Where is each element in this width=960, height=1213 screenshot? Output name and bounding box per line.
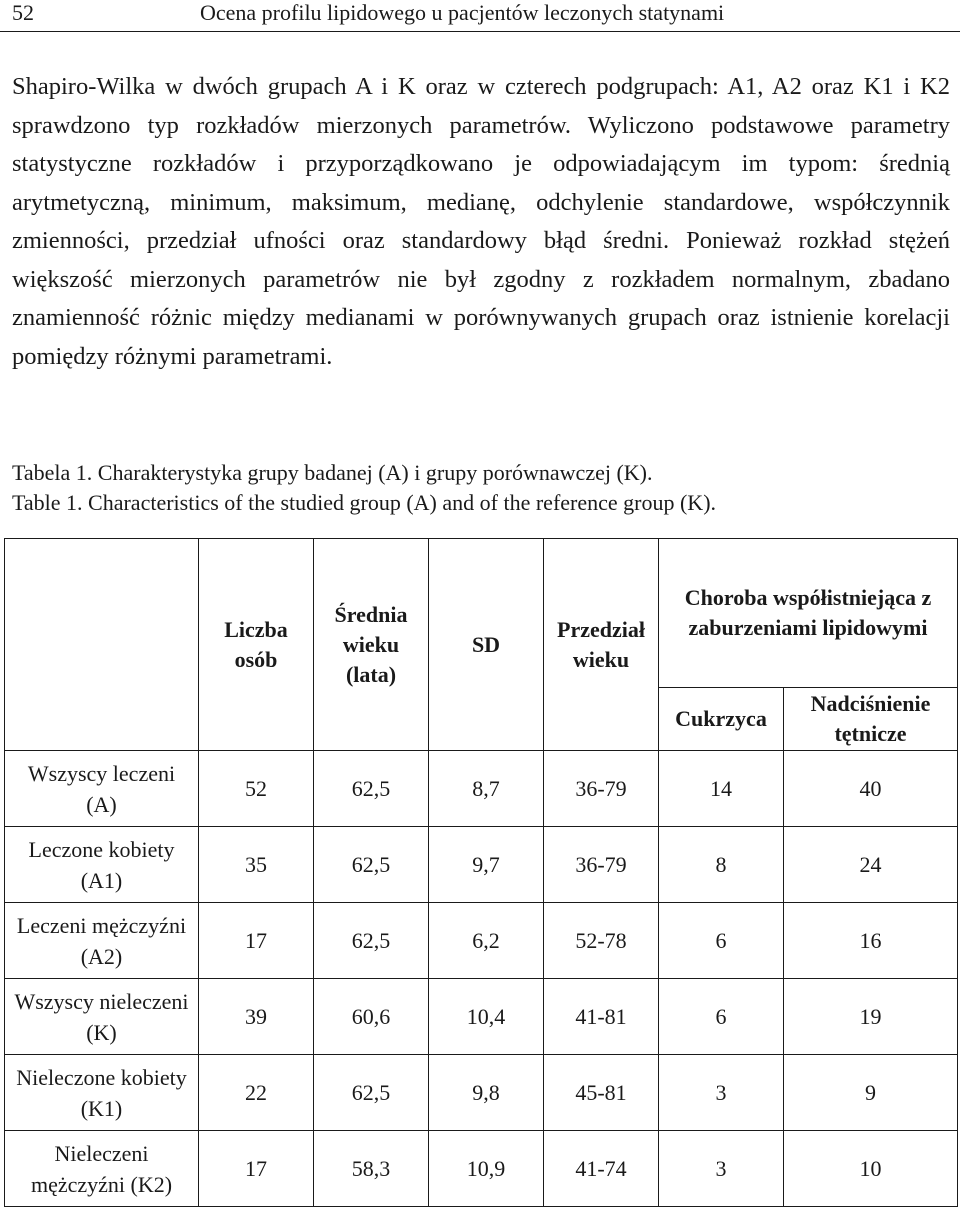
cell-mean-age: 62,5 — [314, 1055, 429, 1131]
cell-hypertension: 19 — [784, 979, 958, 1055]
cell-diabetes: 3 — [659, 1131, 784, 1207]
cell-hypertension: 9 — [784, 1055, 958, 1131]
page-number: 52 — [12, 0, 34, 25]
header-diabetes: Cukrzyca — [659, 688, 784, 751]
table-caption-polish: Tabela 1. Charakterystyka grupy badanej (A) i grupy porównawczej (K). — [12, 460, 653, 485]
cell-sd: 6,2 — [429, 903, 544, 979]
header-count: Liczba osób — [199, 539, 314, 751]
cell-diabetes: 6 — [659, 903, 784, 979]
header-rule — [0, 31, 960, 32]
row-label: Wszyscy leczeni (A) — [5, 751, 199, 827]
table-row — [5, 979, 958, 1055]
cell-age-range: 52-78 — [544, 903, 659, 979]
header-mean-age: Średnia wieku (lata) — [314, 539, 429, 751]
cell-age-range: 36-79 — [544, 827, 659, 903]
characteristics-table — [4, 538, 958, 1207]
cell-sd: 9,7 — [429, 827, 544, 903]
cell-mean-age: 62,5 — [314, 827, 429, 903]
cell-hypertension: 10 — [784, 1131, 958, 1207]
table-row — [5, 1055, 958, 1131]
cell-count: 39 — [199, 979, 314, 1055]
header-age-range: Przedział wieku — [544, 539, 659, 751]
cell-hypertension: 16 — [784, 903, 958, 979]
cell-count: 52 — [199, 751, 314, 827]
cell-mean-age: 60,6 — [314, 979, 429, 1055]
cell-age-range: 45-81 — [544, 1055, 659, 1131]
cell-mean-age: 62,5 — [314, 903, 429, 979]
cell-diabetes: 3 — [659, 1055, 784, 1131]
row-label: Wszyscy nieleczeni (K) — [5, 979, 199, 1055]
running-title: Ocena profilu lipidowego u pacjentów leczonych statynami — [200, 0, 725, 25]
cell-sd: 9,8 — [429, 1055, 544, 1131]
cell-diabetes: 6 — [659, 979, 784, 1055]
header-empty-cell — [5, 539, 199, 751]
cell-sd: 8,7 — [429, 751, 544, 827]
cell-diabetes: 8 — [659, 827, 784, 903]
cell-count: 17 — [199, 1131, 314, 1207]
cell-age-range: 41-74 — [544, 1131, 659, 1207]
cell-count: 17 — [199, 903, 314, 979]
cell-hypertension: 24 — [784, 827, 958, 903]
row-label: Leczeni mężczyźni (A2) — [5, 903, 199, 979]
cell-mean-age: 58,3 — [314, 1131, 429, 1207]
header-comorbidity: Choroba współistniejąca z zaburzeniami lipidowymi — [659, 539, 958, 688]
header-hypertension: Nadciśnienie tętnicze — [784, 688, 958, 751]
cell-age-range: 36-79 — [544, 751, 659, 827]
row-label: Nieleczone kobiety (K1) — [5, 1055, 199, 1131]
table-row — [5, 903, 958, 979]
cell-age-range: 41-81 — [544, 979, 659, 1055]
cell-count: 35 — [199, 827, 314, 903]
page-header — [0, 0, 960, 34]
table-row — [5, 827, 958, 903]
row-label: Nieleczeni mężczyźni (K2) — [5, 1131, 199, 1207]
cell-sd: 10,4 — [429, 979, 544, 1055]
cell-diabetes: 14 — [659, 751, 784, 827]
header-sd: SD — [429, 539, 544, 751]
row-label: Leczone kobiety (A1) — [5, 827, 199, 903]
table-row — [5, 751, 958, 827]
table-row — [5, 1131, 958, 1207]
cell-sd: 10,9 — [429, 1131, 544, 1207]
cell-count: 22 — [199, 1055, 314, 1131]
cell-mean-age: 62,5 — [314, 751, 429, 827]
cell-hypertension: 40 — [784, 751, 958, 827]
table-caption-english: Table 1. Characteristics of the studied group (A) and of the reference group (K). — [12, 490, 717, 515]
body-paragraph: Shapiro-Wilka w dwóch grupach A i K oraz w czterech podgrupach: A1, A2 oraz K1 i K2 sprawdzono typ rozkładów mierzonych parametrów. Wyliczono podstawowe parametry statystyczne rozkładów i przyporządkowano je odpowiadającym im typom: średnią arytmetyczną, minimum, maksimum, medianę, odchylenie standardowe, współczynnik zmienności, przedział ufności oraz standardowy błąd średni. Ponieważ rozkład stężeń większość mierzonych parametrów nie był zgodny z rozkładem normalnym, zbadano znamienność różnic między medianami w porównywanych grupach oraz istnienie korelacji pomiędzy różnymi parametrami. — [12, 73, 950, 370]
